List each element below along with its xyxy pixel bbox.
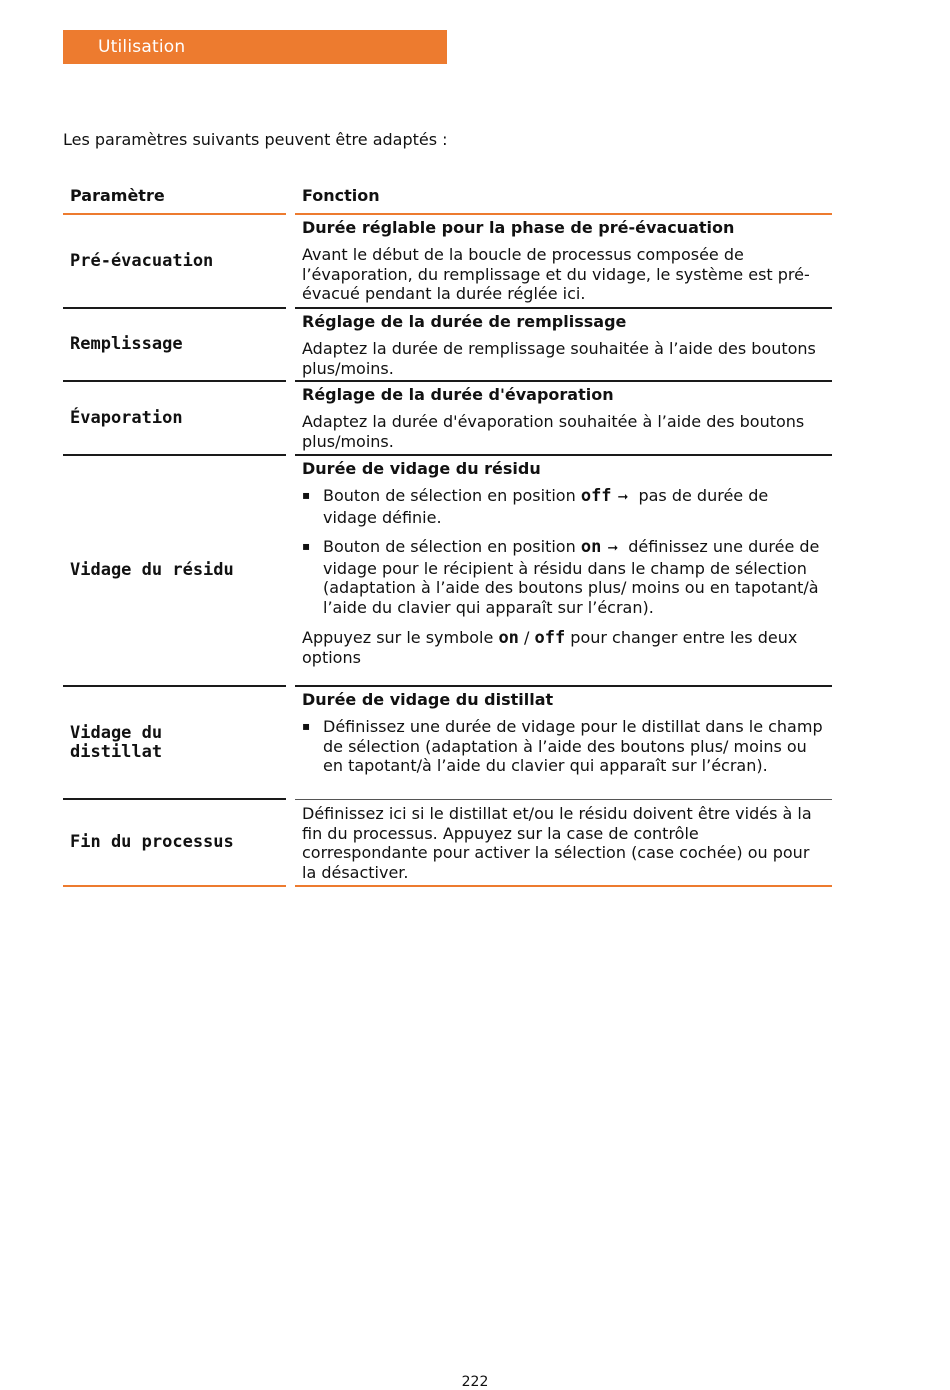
off-keyword: off bbox=[580, 486, 612, 506]
param-cell bbox=[63, 309, 286, 382]
function-cell bbox=[295, 309, 832, 382]
arrow-right-icon: ➞ bbox=[617, 490, 629, 505]
page-number: 222 bbox=[461, 1374, 489, 1390]
parameter-table bbox=[63, 180, 832, 887]
function-cell bbox=[295, 215, 832, 309]
function-text: Avant le début de la boucle de processus composée de l’évaporation, du remplissage et du vidage, le système est pré-évacué pendant la durée réglée ici. bbox=[302, 245, 810, 304]
param-cell bbox=[63, 800, 286, 887]
note-text: Appuyez sur le symbole bbox=[302, 627, 494, 647]
param-name: Vidage du distillat bbox=[70, 722, 163, 762]
param-name: Vidage du résidu bbox=[70, 560, 234, 580]
list-item bbox=[302, 537, 826, 617]
function-text: Adaptez la durée d'évaporation souhaitée à l’aide des boutons plus/moins. bbox=[302, 412, 805, 451]
column-header-fonction: Fonction bbox=[295, 180, 832, 215]
function-cell bbox=[295, 456, 832, 687]
bullet-text: pas de durée de vidage définie. bbox=[323, 486, 769, 527]
note-slash: / bbox=[518, 627, 535, 647]
note-text: pour changer entre les deux options bbox=[302, 627, 798, 668]
table-row bbox=[63, 800, 832, 887]
param-name: Fin du processus bbox=[70, 832, 234, 852]
bullet-text: définissez une durée de vidage pour le récipient à résidu dans le champ de sélection (adaptation à l’aide des boutons plus/ moins ou en tapotant/à l’aide du clavier qui apparaît sur l’écran). bbox=[323, 537, 820, 617]
param-cell bbox=[63, 382, 286, 456]
section-title: Utilisation bbox=[98, 37, 186, 57]
function-cell bbox=[295, 687, 832, 800]
function-title: Durée réglable pour la phase de pré-évacuation bbox=[302, 218, 735, 237]
function-title: Réglage de la durée de remplissage bbox=[302, 312, 627, 331]
table-row bbox=[63, 215, 832, 309]
function-text: Définissez ici si le distillat et/ou le résidu doivent être vidés à la fin du processus. Appuyez sur la case de contrôle correspondante pour activer la sélection (case cochée) ou pour la désactiver. bbox=[302, 804, 812, 882]
function-title: Durée de vidage du distillat bbox=[302, 690, 554, 709]
list-item bbox=[302, 486, 826, 527]
on-keyword: on bbox=[580, 537, 602, 558]
table-header-row bbox=[63, 180, 832, 215]
function-note bbox=[302, 628, 826, 668]
intro-text: Les paramètres suivants peuvent être adaptés : bbox=[63, 130, 448, 149]
on-keyword: on bbox=[498, 627, 519, 648]
section-header-band bbox=[63, 30, 447, 64]
column-header-parametre: Paramètre bbox=[63, 180, 286, 215]
bullet-text: Définissez une durée de vidage pour le distillat dans le champ de sélection (adaptation à l’aide des boutons plus/ moins ou en tapotant/à l’aide du clavier qui apparaît sur l’écran). bbox=[323, 717, 823, 776]
param-cell bbox=[63, 215, 286, 309]
function-title: Réglage de la durée d'évaporation bbox=[302, 385, 614, 404]
function-title: Durée de vidage du résidu bbox=[302, 459, 541, 478]
list-item bbox=[302, 717, 826, 776]
arrow-right-icon: ➞ bbox=[607, 541, 619, 557]
table-row bbox=[63, 309, 832, 382]
table-row bbox=[63, 456, 832, 687]
param-name: Remplissage bbox=[70, 334, 183, 354]
param-name: Pré-évacuation bbox=[70, 250, 214, 271]
param-cell bbox=[63, 456, 286, 687]
bullet-text: Bouton de sélection en position bbox=[323, 486, 576, 505]
param-name: Évaporation bbox=[70, 407, 183, 428]
table-row bbox=[63, 687, 832, 800]
param-cell bbox=[63, 687, 286, 800]
bullet-text: Bouton de sélection en position bbox=[323, 537, 576, 557]
function-cell bbox=[295, 382, 832, 456]
function-cell bbox=[295, 800, 832, 887]
function-text: Adaptez la durée de remplissage souhaitée à l’aide des boutons plus/moins. bbox=[302, 339, 816, 378]
off-keyword: off bbox=[534, 627, 566, 648]
table-row bbox=[63, 382, 832, 456]
